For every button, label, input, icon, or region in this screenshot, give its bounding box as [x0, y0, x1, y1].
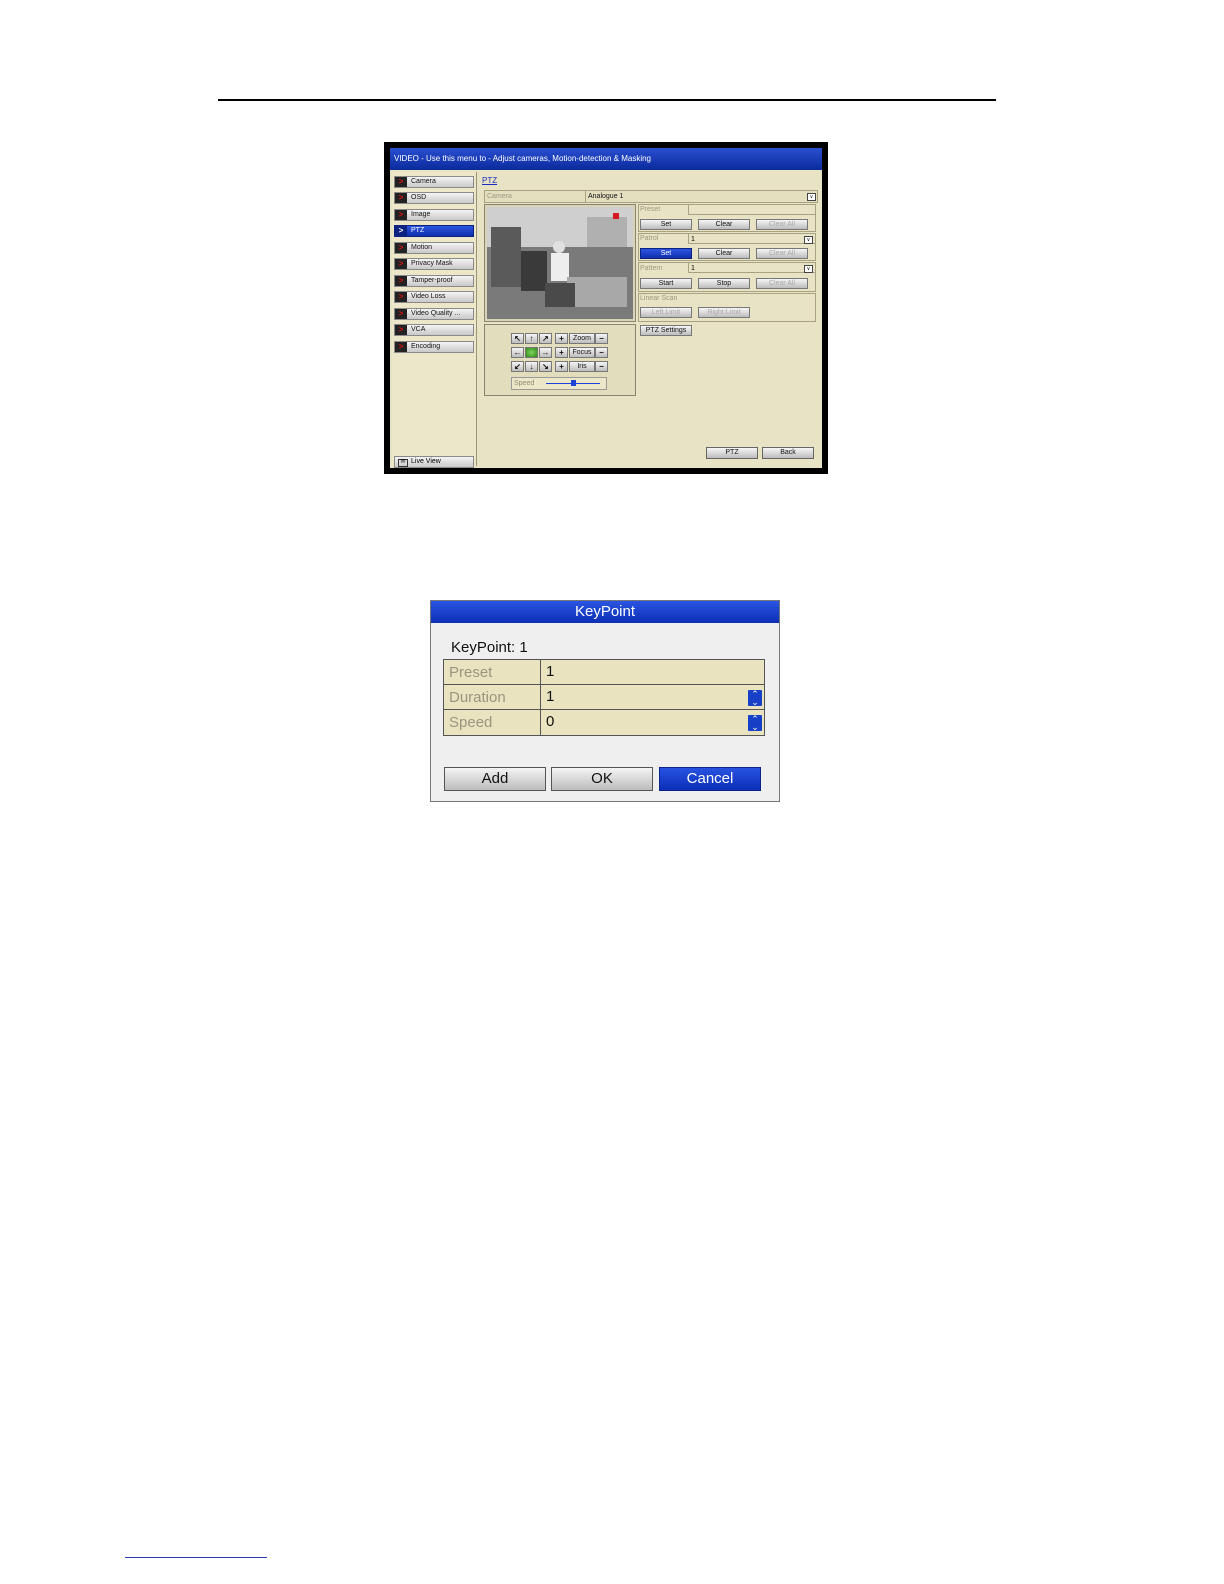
ptz-up-right-button[interactable]: ↗	[539, 333, 552, 344]
camera-select[interactable]: Analogue 1 ∨	[585, 191, 818, 202]
ptz-up-left-button[interactable]: ↖	[511, 333, 524, 344]
patrol-clear-all-button[interactable]: Clear All	[756, 248, 808, 259]
pattern-label: Pattern	[640, 265, 663, 272]
pattern-stop-button[interactable]: Stop	[698, 278, 750, 289]
chevron-right-icon: >	[395, 210, 407, 220]
chevron-right-icon: >	[395, 259, 407, 269]
video-scene-image	[487, 207, 633, 319]
right-limit-button[interactable]: Right Limit	[698, 307, 750, 318]
duration-input[interactable]: 1	[546, 688, 555, 705]
sidebar-item-camera[interactable]: > Camera	[394, 176, 474, 188]
preset-set-button[interactable]: Set	[640, 219, 692, 230]
dvr-ptz-screenshot	[384, 142, 828, 474]
iris-close-button[interactable]: −	[595, 361, 608, 372]
duration-label: Duration	[449, 689, 506, 706]
speed-knob[interactable]	[571, 380, 576, 386]
sidebar-item-video-loss[interactable]: > Video Loss	[394, 291, 474, 303]
sidebar-item-motion[interactable]: > Motion	[394, 242, 474, 254]
keypoint-dialog	[430, 600, 780, 802]
patrol-set-button[interactable]: Set	[640, 248, 692, 259]
sidebar-item-osd[interactable]: > OSD	[394, 192, 474, 204]
zoom-label: Zoom	[569, 333, 595, 344]
sidebar	[392, 172, 477, 466]
column-divider	[540, 710, 541, 735]
cancel-button[interactable]: Cancel	[659, 767, 761, 791]
preset-clear-all-button[interactable]: Clear All	[756, 219, 808, 230]
ptz-right-button[interactable]: →	[539, 347, 552, 358]
iris-open-button[interactable]: +	[555, 361, 568, 372]
preset-label: Preset	[640, 206, 661, 213]
chevron-right-icon: >	[395, 177, 407, 187]
chevron-right-icon: >	[395, 309, 407, 319]
header-rule	[218, 99, 996, 101]
chevron-right-icon: >	[395, 243, 407, 253]
patrol-label: Patrol	[640, 235, 659, 242]
sidebar-item-tamper-proof[interactable]: > Tamper-proof	[394, 275, 474, 287]
sidebar-item-video-quality[interactable]: > Video Quality ...	[394, 308, 474, 320]
speed-input[interactable]: 0	[546, 713, 555, 730]
speed-stepper-icon[interactable]: ⌃ ⌄	[748, 715, 762, 731]
ptz-left-button[interactable]: ←	[511, 347, 524, 358]
linear-scan-label: Linear Scan	[640, 295, 678, 302]
ptz-down-button[interactable]: ↓	[525, 361, 538, 372]
chevron-right-icon: >	[395, 325, 407, 335]
camera-row	[484, 190, 818, 203]
preset-clear-button[interactable]: Clear	[698, 219, 750, 230]
live-view-button[interactable]: ✉ Live View	[394, 456, 474, 468]
keypoint-table	[443, 659, 765, 736]
pattern-clear-all-button[interactable]: Clear All	[756, 278, 808, 289]
left-limit-button[interactable]: Left Limit	[640, 307, 692, 318]
pattern-select[interactable]: 1 ∨	[688, 262, 816, 273]
focus-in-button[interactable]: +	[555, 347, 568, 358]
ptz-control-panel	[484, 324, 636, 396]
back-button[interactable]: Back	[762, 447, 814, 459]
window-title: VIDEO - Use this menu to - Adjust cameras, Motion-detection & Masking	[390, 148, 822, 170]
chevron-right-icon: >	[395, 342, 407, 352]
sidebar-item-privacy-mask[interactable]: > Privacy Mask	[394, 258, 474, 270]
sidebar-item-encoding[interactable]: > Encoding	[394, 341, 474, 353]
focus-label: Focus	[569, 347, 595, 358]
iris-label: Iris	[569, 361, 595, 372]
camera-preview	[484, 204, 636, 322]
duration-stepper-icon[interactable]: ⌃ ⌄	[748, 690, 762, 706]
dialog-title: KeyPoint	[431, 601, 779, 623]
chevron-down-icon: ∨	[807, 193, 816, 201]
record-indicator-icon	[613, 213, 619, 219]
ptz-button[interactable]: PTZ	[706, 447, 758, 459]
ptz-auto-button[interactable]	[525, 347, 538, 358]
column-divider	[540, 660, 541, 685]
patrol-select[interactable]: 1 ∨	[688, 233, 816, 244]
sidebar-item-image[interactable]: > Image	[394, 209, 474, 221]
sidebar-item-vca[interactable]: > VCA	[394, 324, 474, 336]
ptz-settings-button[interactable]: PTZ Settings	[640, 325, 692, 336]
keypoint-number: KeyPoint: 1	[451, 639, 528, 656]
chevron-right-icon: >	[395, 226, 407, 236]
ptz-up-button[interactable]: ↑	[525, 333, 538, 344]
chevron-right-icon: >	[395, 193, 407, 203]
zoom-in-button[interactable]: +	[555, 333, 568, 344]
chevron-right-icon: >	[395, 276, 407, 286]
duration-row	[444, 685, 764, 710]
chevron-down-icon: ∨	[804, 265, 813, 273]
patrol-clear-button[interactable]: Clear	[698, 248, 750, 259]
breadcrumb-ptz[interactable]: PTZ	[482, 176, 498, 185]
ptz-down-right-button[interactable]: ↘	[539, 361, 552, 372]
speed-slider[interactable]	[511, 377, 607, 390]
ptz-down-left-button[interactable]: ↙	[511, 361, 524, 372]
speed-label: Speed	[449, 714, 493, 731]
pattern-start-button[interactable]: Start	[640, 278, 692, 289]
monitor-icon: ✉	[398, 459, 408, 467]
add-button[interactable]: Add	[444, 767, 546, 791]
focus-out-button[interactable]: −	[595, 347, 608, 358]
chevron-right-icon: >	[395, 292, 407, 302]
dvr-window	[390, 148, 822, 468]
column-divider	[540, 685, 541, 710]
preset-label: Preset	[449, 664, 493, 681]
camera-video-feed	[487, 207, 633, 319]
preset-value[interactable]	[688, 204, 816, 215]
ok-button[interactable]: OK	[551, 767, 653, 791]
camera-label: Camera	[487, 193, 512, 200]
preset-input[interactable]: 1	[546, 663, 555, 680]
speed-row	[444, 710, 764, 735]
sidebar-item-ptz[interactable]: > PTZ	[394, 225, 474, 237]
footnote-rule	[125, 1557, 267, 1558]
chevron-down-icon: ∨	[804, 236, 813, 244]
speed-label: Speed	[514, 380, 535, 387]
zoom-out-button[interactable]: −	[595, 333, 608, 344]
preset-row	[444, 660, 764, 685]
